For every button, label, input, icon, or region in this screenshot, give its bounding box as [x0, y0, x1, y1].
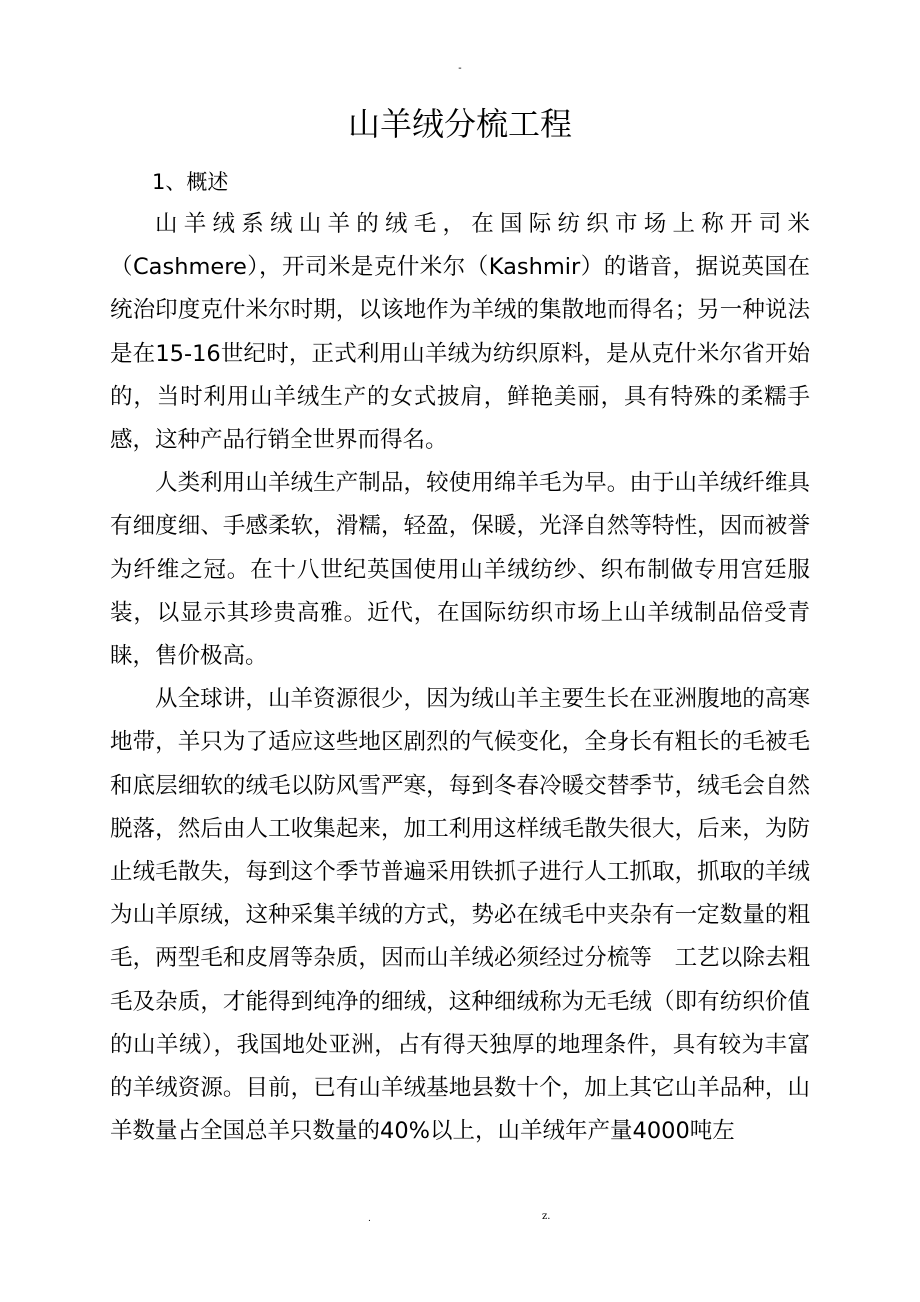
- page-header-mark: -: [458, 63, 462, 74]
- paragraph-3: 从全球讲，山羊资源很少，因为绒山羊主要生长在亚洲腹地的高寒地带，羊只为了适应这些地区剧烈的气候变化，全身长有粗长的毛被毛和底层细软的绒毛以防风雪严寒，每到冬春冷暖交替季节，绒毛会自然脱落，然后由人工收集起来，加工利用这样绒毛散失很大，后来，为防止绒毛散失，每到这个季节普遍采用铁抓子进行人工抓取，抓取的羊绒为山羊原绒，这种采集羊绒的方式，势必在绒毛中夹杂有一定数量的粗毛，两型毛和皮屑等杂质，因而山羊绒必须经过分梳等 工艺以除去粗毛及杂质，才能得到纯净的细绒，这种细绒称为无毛绒（即有纺织价值的山羊绒），我国地处亚洲，占有得天独厚的地理条件，具有较为丰富的羊绒资源。目前，已有山羊绒基地县数十个，加上其它山羊品种，山羊数量占全国总羊只数量的40%以上，山羊绒年产量4000吨左: [110, 686, 810, 1145]
- document-title: 山羊绒分梳工程: [347, 105, 572, 143]
- section-heading: 1、概述: [152, 170, 229, 194]
- document-body: [110, 203, 810, 1153]
- paragraph-1: 山羊绒系绒山羊的绒毛，在国际纺织市场上称开司米（Cashmere），开司米是克什米尔（Kashmir）的谐音，据说英国在统治印度克什米尔时期，以该地作为羊绒的集散地而得名；另一种说法是在15-16世纪时，正式利用山羊绒为纺织原料，是从克什米尔省开始的，当时利用山羊绒生产的女式披肩，鲜艳美丽，具有特殊的柔糯手感，这种产品行销全世界而得名。: [110, 211, 810, 454]
- footer-right-mark: z.: [542, 1211, 551, 1222]
- footer-left-mark: .: [368, 1214, 371, 1224]
- paragraph-2: 人类利用山羊绒生产制品，较使用绵羊毛为早。由于山羊绒纤维具有细度细、手感柔软，滑糯，轻盈，保暖，光泽自然等特性，因而被誉为纤维之冠。在十八世纪英国使用山羊绒纺纱、织布制做专用宫廷服装，以显示其珍贵高雅。近代，在国际纺织市场上山羊绒制品倍受青睐，售价极高。: [110, 470, 810, 670]
